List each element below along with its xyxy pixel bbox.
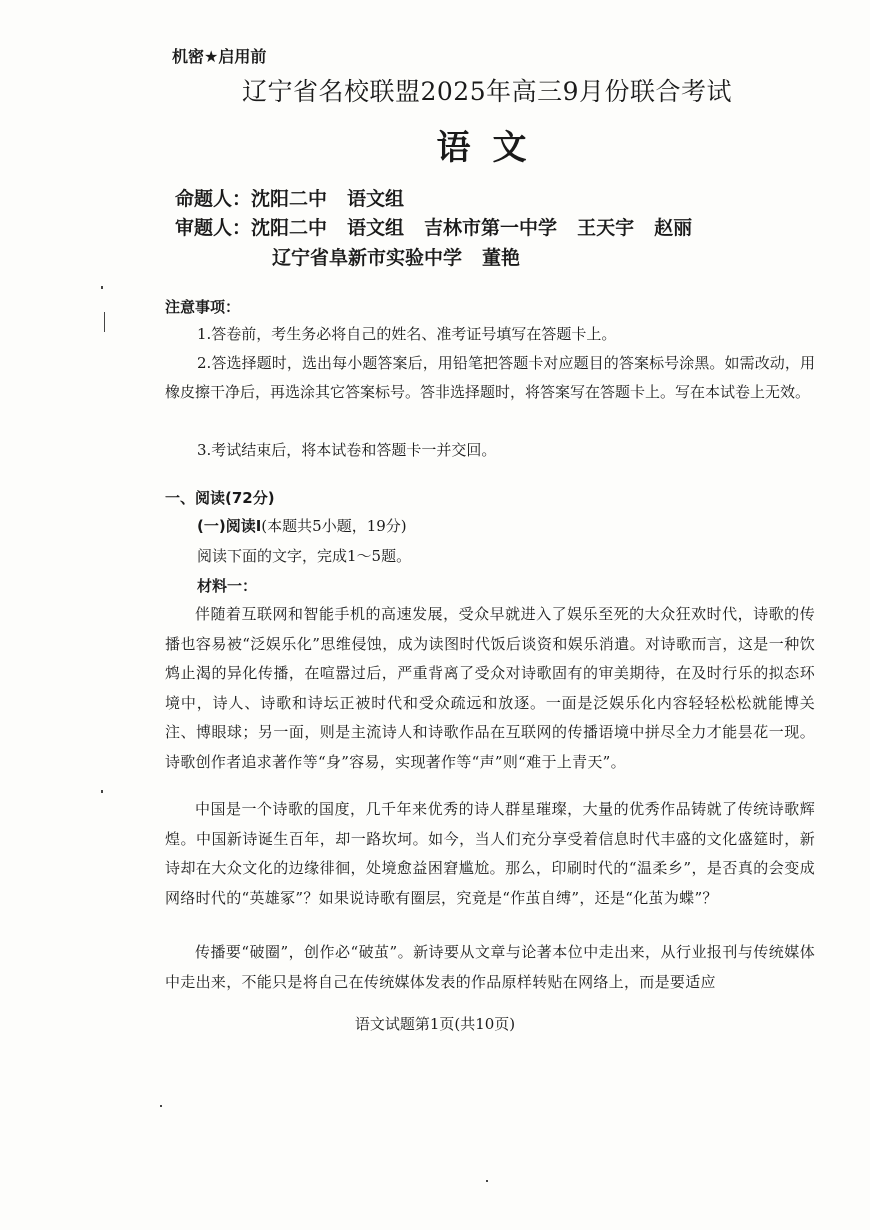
reviewer-school-2: 吉林市第一中学 — [424, 217, 558, 239]
page-footer: 语文试题第1页(共10页) — [354, 1015, 516, 1033]
setter-line — [175, 184, 404, 211]
reviewer-name-3: 董艳 — [482, 247, 521, 269]
reading-instruction: 阅读下面的文字，完成1～5题。 — [197, 547, 412, 565]
scan-speck — [160, 1105, 162, 1107]
scan-speck — [101, 286, 103, 289]
reviewer-name-2a: 王天宇 — [577, 217, 635, 239]
subject-title: 语文 — [436, 128, 549, 168]
scan-speck — [486, 1180, 488, 1182]
material-label: 材料一： — [197, 577, 258, 595]
scan-speck — [104, 312, 105, 332]
exam-title: 辽宁省名校联盟2025年高三9月份联合考试 — [242, 77, 733, 106]
reviewer-name-2b: 赵丽 — [654, 217, 693, 239]
confidential-label: 机密★启用前 — [172, 47, 267, 66]
note-item: 1.答卷前，考生务必将自己的姓名、准考证号填写在答题卡上。 — [197, 325, 617, 343]
sub-heading-title: (一)阅读Ⅰ — [197, 517, 262, 535]
reviewer-label: 审题人： — [175, 217, 252, 239]
sub-heading — [197, 515, 407, 536]
setter-label: 命题人： — [175, 188, 252, 210]
passage-paragraph: 伴随着互联网和智能手机的高速发展，受众早就进入了娱乐至死的大众狂欢时代，诗歌的传播也容易被“泛娱乐化”思维侵蚀，成为读图时代饭后谈资和娱乐消遣。对诗歌而言，这是一种饮鸩止渴的异化传播，在喧嚣过后，严重背离了受众对诗歌固有的审美期待，在及时行乐的拟态环境中，诗人、诗歌和诗坛正被时代和受众疏远和放逐。一面是泛娱乐化内容轻轻松松就能博关注、博眼球；另一面，则是主流诗人和诗歌作品在互联网的传播语境中拼尽全力才能昙花一现。诗歌创作者追求著作等“身”容易，实现著作等“声”则“难于上青天”。 — [165, 605, 815, 771]
sub-heading-detail: (本题共5小题，19分) — [261, 517, 407, 535]
reviewer-line-2 — [272, 243, 520, 270]
setter-group: 语文组 — [347, 188, 405, 210]
note-item: 3.考试结束后，将本试卷和答题卡一并交回。 — [197, 441, 497, 459]
section-heading: 一、阅读(72分) — [165, 489, 275, 507]
reviewer-school-3: 辽宁省阜新市实验中学 — [272, 247, 463, 269]
reviewer-line-1 — [175, 213, 692, 240]
reviewer-group-1: 语文组 — [347, 217, 405, 239]
setter-school: 沈阳二中 — [251, 188, 328, 210]
passage-paragraph: 传播要“破圈”，创作必“破茧”。新诗要从文章与论著本位中走出来，从行业报刊与传统媒体中走出来，不能只是将自己在传统媒体发表的作品原样转贴在网络上，而是要适应 — [165, 943, 815, 991]
scan-speck — [101, 790, 103, 793]
passage-paragraph: 中国是一个诗歌的国度，几千年来优秀的诗人群星璀璨，大量的优秀作品铸就了传统诗歌辉煌。中国新诗诞生百年，却一路坎坷。如今，当人们充分享受着信息时代丰盛的文化盛筵时，新诗却在大众文化的边缘徘徊，处境愈益困窘尴尬。那么，印刷时代的“温柔乡”，是否真的会变成网络时代的“英雄冢”？如果说诗歌有圈层，究竟是“作茧自缚”，还是“化茧为蝶”？ — [165, 800, 815, 907]
note-item: 2.答选择题时，选出每小题答案后，用铅笔把答题卡对应题目的答案标号涂黑。如需改动，用橡皮擦干净后，再选涂其它答案标号。答非选择题时，将答案写在答题卡上。写在本试卷上无效。 — [165, 354, 815, 401]
notes-heading: 注意事项： — [165, 298, 241, 316]
reviewer-school-1: 沈阳二中 — [251, 217, 328, 239]
